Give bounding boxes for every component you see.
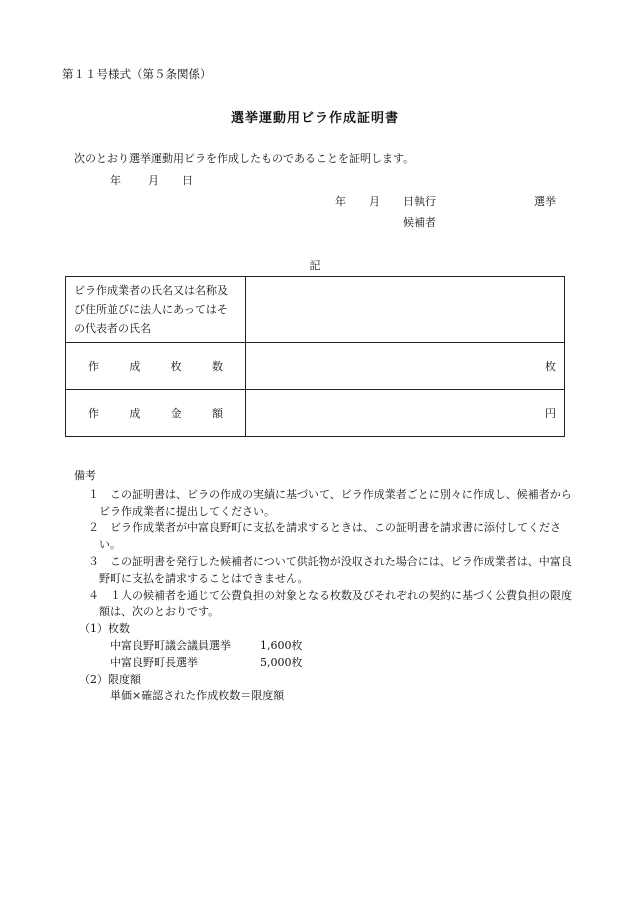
limit-election-name: 中富良野町長選挙 xyxy=(110,655,198,669)
note-item xyxy=(74,588,574,622)
note-number: ２ xyxy=(88,521,99,535)
note-number: ４ xyxy=(88,588,99,602)
note-text: ビラ作成業者が中富良野町に支払を請求するときは、この証明書を請求書に添付してください。 xyxy=(99,521,561,552)
quantity-label-char: 枚 xyxy=(170,360,182,373)
amount-label-char: 金 xyxy=(170,407,182,420)
contractor-value xyxy=(246,277,565,343)
amount-label-char: 額 xyxy=(211,407,223,420)
note-text: この証明書を発行した候補者について供託物が没収された場合には、ビラ作成業者は、中富良野町に支払を請求することはできません。 xyxy=(99,554,572,585)
note-item xyxy=(74,554,574,588)
table-row xyxy=(66,343,565,390)
document-title: 選挙運動用ビラ作成証明書 xyxy=(230,111,399,126)
form-number: 第１１号様式（第５条関係） xyxy=(62,67,212,81)
limit-row xyxy=(74,655,574,672)
note-text: １人の候補者を通じて公費負担の対象となる枚数及びそれぞれの契約に基づく公費負担の限度額は、次のとおりです。 xyxy=(99,588,572,619)
table-row xyxy=(66,390,565,437)
election-label: 選挙 xyxy=(534,195,556,208)
candidate-label: 候補者 xyxy=(403,216,436,229)
amount-label-char: 作 xyxy=(88,407,99,420)
election-month-label: 月 xyxy=(369,195,380,208)
note-item xyxy=(74,520,574,554)
ki-marker: 記 xyxy=(309,259,321,272)
amount-label-char: 成 xyxy=(129,407,141,420)
quantity-label xyxy=(66,343,246,390)
date-year-label: 年 xyxy=(110,174,121,187)
notes-section xyxy=(74,468,574,705)
limit-value: 1,600枚 xyxy=(260,638,303,652)
quantity-label-char: 作 xyxy=(88,360,99,373)
limit-row xyxy=(74,638,574,655)
contractor-label: ビラ作成業者の氏名又は名称及び住所並びに法人にあってはその代表者の氏名 xyxy=(66,277,246,343)
quantity-unit: 枚 xyxy=(246,343,565,390)
quantity-label-char: 成 xyxy=(129,360,141,373)
election-year-label: 年 xyxy=(335,195,346,208)
note-item xyxy=(74,487,574,521)
quantity-label-char: 数 xyxy=(211,360,223,373)
date-month-label: 月 xyxy=(148,174,159,187)
limit-election-name: 中富良野町議会議員選挙 xyxy=(110,638,231,652)
amount-unit: 円 xyxy=(246,390,565,437)
note-text: この証明書は、ビラの作成の実績に基づいて、ビラ作成業者ごとに別々に作成し、候補者からビラ作成業者に提出してください。 xyxy=(99,487,572,518)
certification-statement: 次のとおり選挙運動用ビラを作成したものであることを証明します。 xyxy=(74,152,415,165)
certificate-table xyxy=(65,276,565,437)
note-number: ３ xyxy=(88,554,99,568)
note-number: １ xyxy=(88,487,99,501)
election-day-label: 日執行 xyxy=(403,195,436,208)
date-day-label: 日 xyxy=(182,174,193,187)
limit-value: 5,000枚 xyxy=(260,655,303,669)
notes-heading: 備考 xyxy=(74,469,96,482)
limit-formula: 単価×確認された作成枚数＝限度額 xyxy=(110,689,285,703)
sub-heading-limit: （2）限度額 xyxy=(79,672,141,686)
table-row xyxy=(66,277,565,343)
amount-label xyxy=(66,390,246,437)
sub-heading-quantity: （1）枚数 xyxy=(79,622,130,636)
